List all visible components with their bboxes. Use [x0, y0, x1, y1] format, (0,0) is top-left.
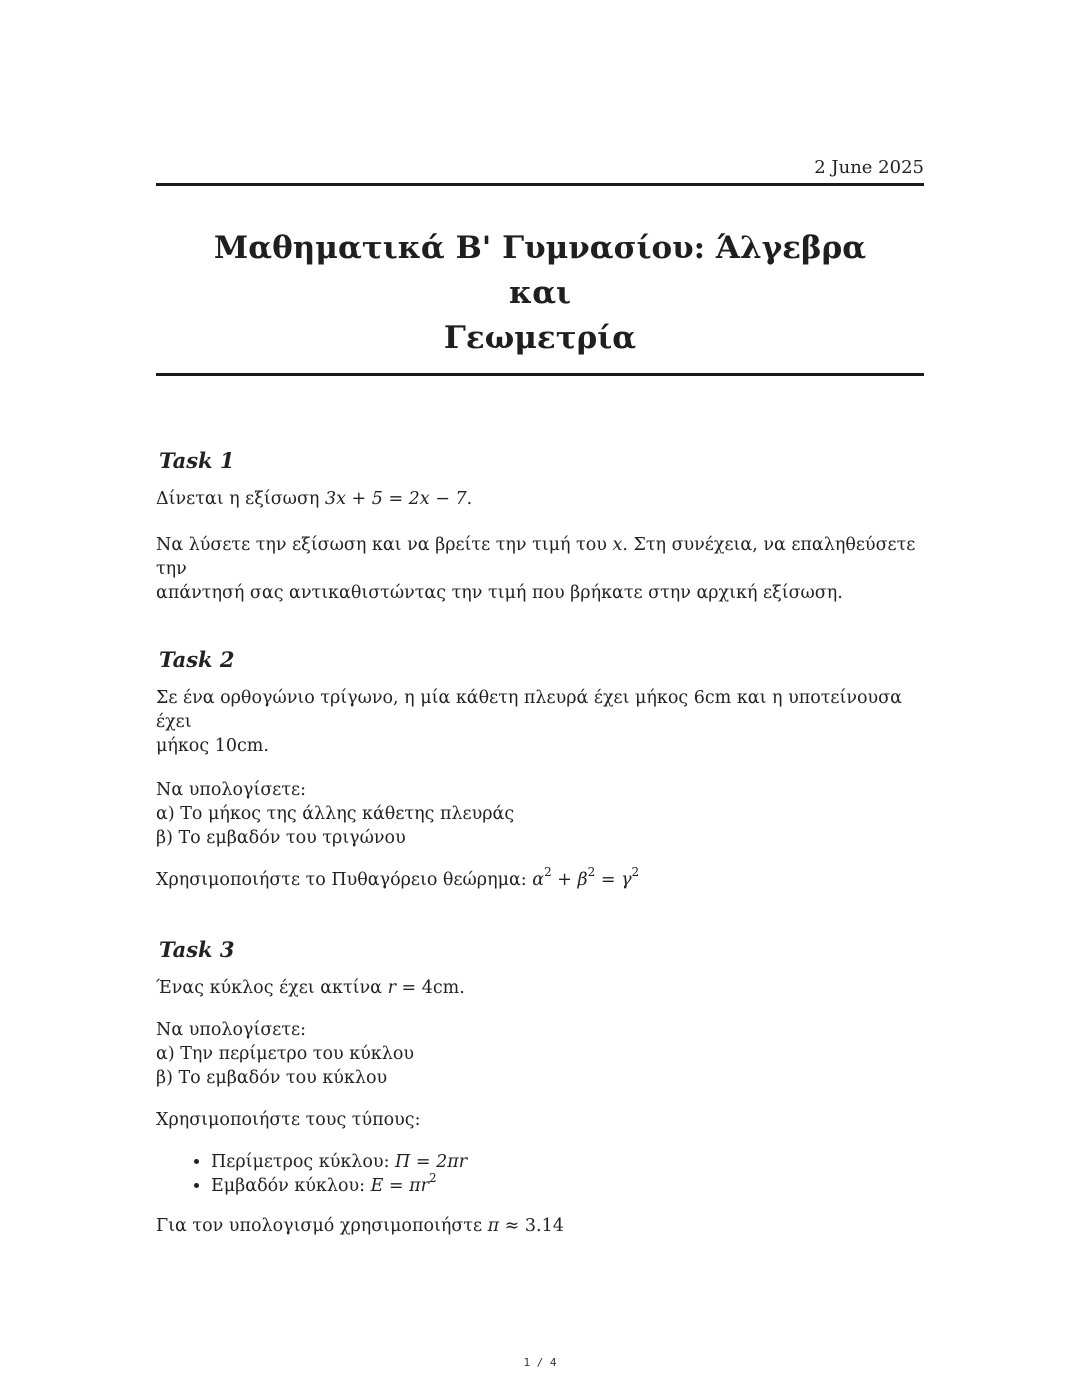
task-3-given	[156, 976, 924, 1000]
formula-list	[156, 1150, 924, 1198]
title-rule	[156, 373, 924, 376]
task-1-instructions	[156, 533, 924, 605]
task-2-hint-text: Χρησιμοποιήστε το Πυθαγόρειο θεώρημα:	[156, 870, 533, 890]
title-line-1: Μαθηματικά Β' Γυμνασίου: Άλγεβρα και	[213, 230, 867, 311]
task-1-given	[156, 487, 924, 511]
pi-value: 3.14	[524, 1216, 564, 1236]
pi-note-text: Για τον υπολογισμό χρησιμοποιήστε	[156, 1216, 488, 1236]
task-1-instr-line-2: απάντησή σας αντικαθιστώντας την τιμή που βρήκατε στην αρχική εξίσωση.	[156, 583, 843, 603]
pi-symbol: π ≈	[487, 1216, 525, 1236]
task-3-ask: Να υπολογίσετε:	[156, 1020, 306, 1040]
task-3-formulas-intro: Χρησιμοποιήστε τους τύπους:	[156, 1110, 421, 1130]
task-1-given-end: .	[466, 489, 473, 509]
task-3-questions	[156, 1018, 924, 1090]
exp-1: 2	[544, 865, 552, 880]
task-2-heading: Task 2	[159, 647, 235, 672]
exp-2: 2	[587, 865, 596, 880]
task-1-instr-text: Να λύσετε την εξίσωση και να βρείτε την τιμή του	[156, 535, 613, 555]
task-3-item-b: β) Το εμβαδόν του κύκλου	[156, 1068, 388, 1088]
task-2-text-3: μήκος	[156, 736, 215, 756]
task-2-hint	[156, 865, 924, 892]
bullet-1-label: Περίμετρος κύκλου:	[211, 1152, 396, 1172]
task-1-equation: 3x + 5 = 2x − 7	[324, 489, 467, 509]
task-2-side: 6cm	[693, 688, 732, 708]
bullet-2-formula: E = πr	[370, 1176, 430, 1196]
task-2-item-a: α) Το μήκος της άλλης κάθετης πλευράς	[156, 804, 515, 824]
task-3-eq: =	[395, 978, 422, 998]
page-title	[186, 226, 894, 361]
header-date: 2 June 2025	[814, 157, 924, 178]
task-3-heading: Task 3	[159, 937, 235, 962]
list-item	[211, 1171, 924, 1198]
task-3-given-text: Ένας κύκλος έχει ακτίνα	[156, 978, 388, 998]
task-3-pi-note	[156, 1214, 924, 1238]
formula-alpha: α	[532, 870, 545, 890]
task-2-text-2: και η υποτείνουσα έχει	[156, 688, 902, 732]
task-2-statement	[156, 686, 924, 758]
page-number: 1 / 4	[523, 1356, 557, 1369]
bullet-1-formula: Π = 2πr	[395, 1152, 468, 1172]
task-2	[156, 646, 924, 892]
task-2-questions	[156, 778, 924, 850]
exp-3: 2	[631, 865, 640, 880]
task-2-text-1: Σε ένα ορθογώνιο τρίγωνο, η μία κάθετη πλευρά έχει μήκος	[156, 688, 694, 708]
task-1-instr-var: x	[612, 535, 623, 555]
formula-eq: =	[595, 870, 622, 890]
document-page	[156, 0, 924, 1397]
bullet-2-label: Εμβαδόν κύκλου:	[211, 1176, 371, 1196]
title-line-2: Γεωμετρία	[443, 320, 637, 356]
list-item	[211, 1150, 924, 1174]
task-3-given-end: .	[459, 978, 465, 998]
task-1	[156, 447, 924, 605]
task-2-hypotenuse: 10cm	[214, 736, 264, 756]
task-3-radius-value: 4cm	[421, 978, 460, 998]
bullet-2-exp: 2	[429, 1171, 437, 1186]
task-1-instr-text-2: . Στη συνέχεια, να επαληθεύσετε την	[156, 535, 916, 579]
task-1-heading: Task 1	[159, 448, 235, 473]
formula-beta: β	[577, 870, 588, 890]
task-3-radius-var: r	[387, 978, 396, 998]
task-2-ask: Να υπολογίσετε:	[156, 780, 306, 800]
formula-gamma: γ	[621, 870, 632, 890]
header-rule	[156, 183, 924, 186]
formula-plus: +	[551, 870, 578, 890]
task-3-item-a: α) Την περίμετρο του κύκλου	[156, 1044, 414, 1064]
task-1-given-text: Δίνεται η εξίσωση	[156, 489, 325, 509]
task-2-item-b: β) Το εμβαδόν του τριγώνου	[156, 828, 406, 848]
task-3	[156, 936, 924, 1238]
task-2-text-4: .	[263, 736, 269, 756]
